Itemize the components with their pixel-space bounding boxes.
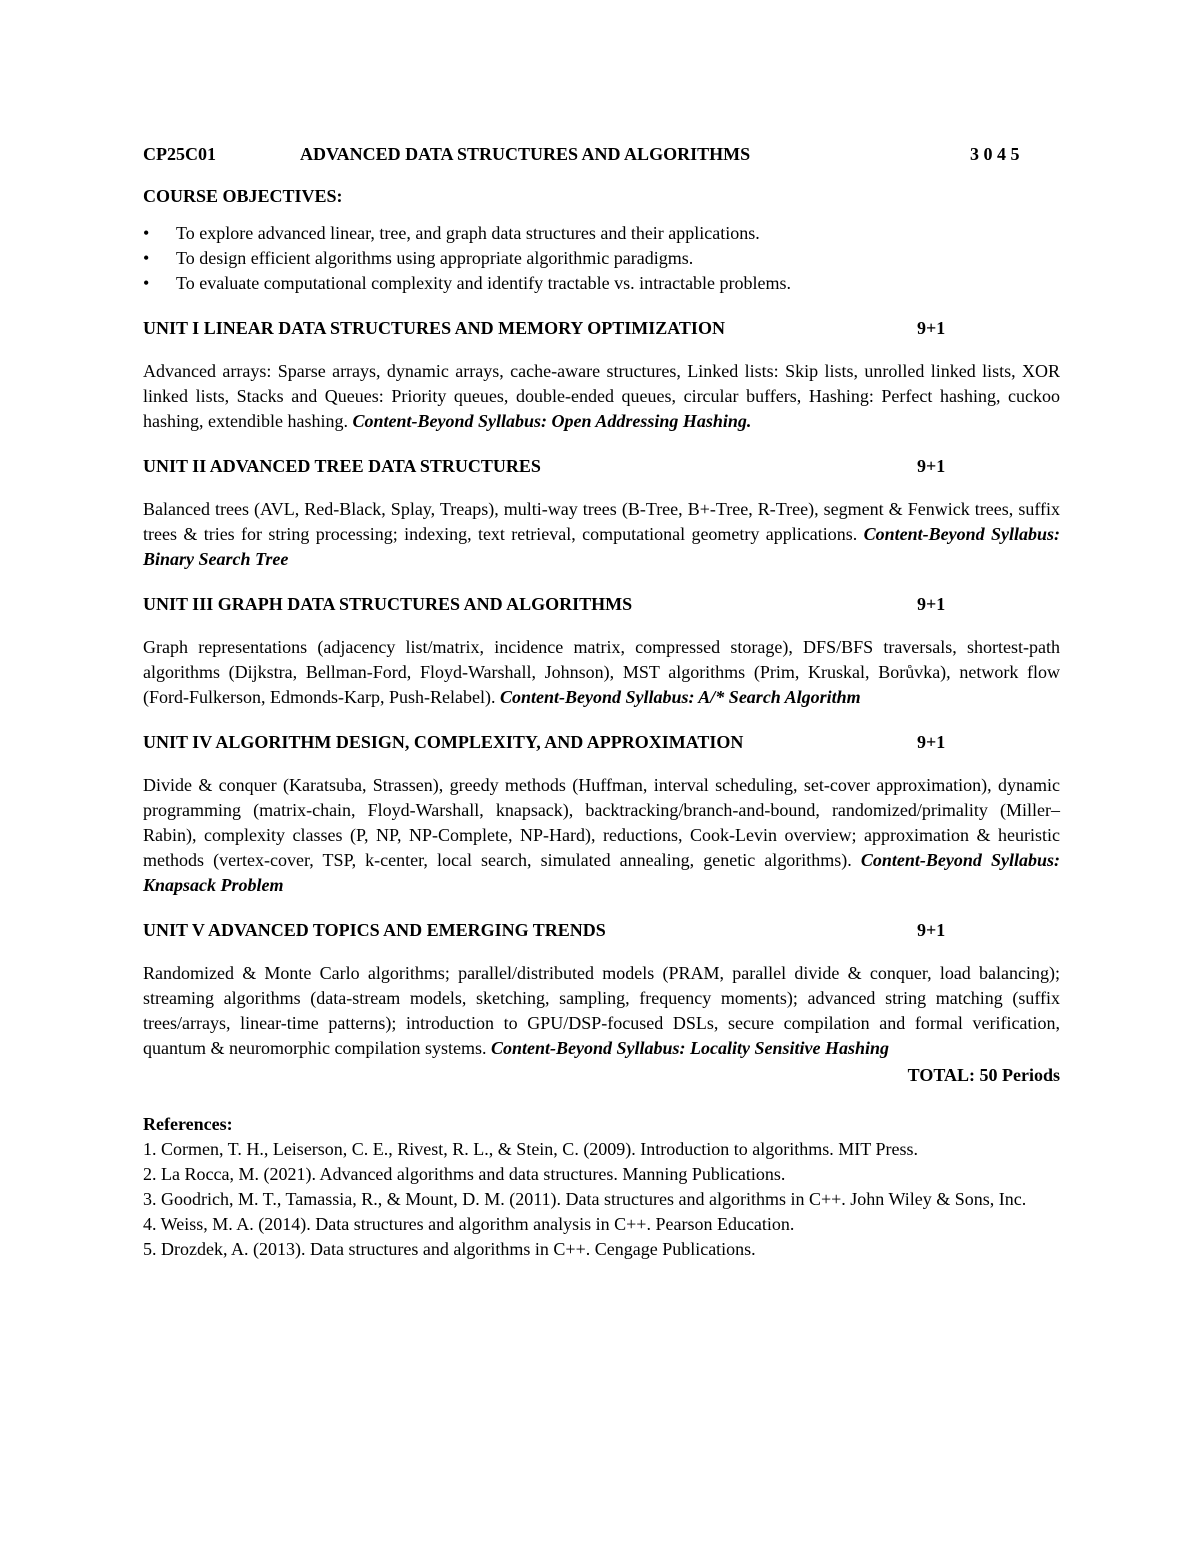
unit-1 <box>143 318 1060 434</box>
unit-title: UNIT III GRAPH DATA STRUCTURES AND ALGORITHMS <box>143 594 633 614</box>
unit-title: UNIT I LINEAR DATA STRUCTURES AND MEMORY OPTIMIZATION <box>143 318 725 338</box>
unit-title: UNIT IV ALGORITHM DESIGN, COMPLEXITY, AND APPROXIMATION <box>143 732 744 752</box>
unit-heading <box>143 594 1060 618</box>
unit-hours: 9+1 <box>917 456 946 476</box>
unit-hours: 9+1 <box>917 318 946 338</box>
unit-content: Divide & conquer (Karatsuba, Strassen), greedy methods (Huffman, interval scheduling, set-cover approximation), dynamic programming (matrix-chain, Floyd-Warshall, knapsack), backtracking/branch-and-bound, randomized/primality (Miller–Rabin), complexity classes (P, NP, NP-Complete, NP-Hard), reductions, Cook-Levin overview; approximation & heuristic methods (vertex-cover, TSP, k-center, local search, simulated annealing, genetic algorithms). <box>143 775 1060 870</box>
unit-4 <box>143 732 1060 898</box>
unit-content: Randomized & Monte Carlo algorithms; parallel/distributed models (PRAM, parallel divide & conquer, load balancing); streaming algorithms (data-stream models, sketching, sampling, frequency moments); advanced string matching (suffix trees/arrays, linear-time patterns); introduction to GPU/DSP-focused DSLs, secure compilation and formal verification, quantum & neuromorphic compilation systems. <box>143 963 1060 1058</box>
reference-item: 2. La Rocca, M. (2021). Advanced algorithms and data structures. Manning Publications. <box>143 1164 786 1184</box>
unit-3 <box>143 594 1060 710</box>
unit-body <box>143 497 1060 572</box>
course-credits: 3 0 4 5 <box>970 144 1020 164</box>
unit-title: UNIT II ADVANCED TREE DATA STRUCTURES <box>143 456 541 476</box>
unit-hours: 9+1 <box>917 732 946 752</box>
course-code: CP25C01 <box>143 144 216 164</box>
reference-item: 5. Drozdek, A. (2013). Data structures and algorithms in C++. Cengage Publications. <box>143 1239 756 1259</box>
objectives-heading: COURSE OBJECTIVES: <box>143 186 343 206</box>
syllabus-page <box>143 140 1060 1262</box>
unit-heading <box>143 920 1060 944</box>
objective-item: • To explore advanced linear, tree, and graph data structures and their applications. <box>143 221 1060 246</box>
reference-item: 3. Goodrich, M. T., Tamassia, R., & Mount, D. M. (2011). Data structures and algorithms in C++. John Wiley & Sons, Inc. <box>143 1189 1027 1209</box>
content-beyond: Content-Beyond Syllabus: Open Addressing Hashing. <box>352 411 752 431</box>
unit-heading <box>143 318 1060 342</box>
unit-title: UNIT V ADVANCED TOPICS AND EMERGING TRENDS <box>143 920 606 940</box>
references <box>143 1112 1060 1262</box>
unit-body <box>143 359 1060 434</box>
content-beyond: Content-Beyond Syllabus: Locality Sensitive Hashing <box>490 1038 889 1058</box>
unit-2 <box>143 456 1060 572</box>
unit-body <box>143 635 1060 710</box>
content-beyond: Content-Beyond Syllabus: A/* Search Algorithm <box>499 687 861 707</box>
objective-item: • To evaluate computational complexity and identify tractable vs. intractable problems. <box>143 271 1060 296</box>
unit-content: Advanced arrays: Sparse arrays, dynamic arrays, cache-aware structures, Linked lists: Skip lists, unrolled linked lists, XOR linked lists, Stacks and Queues: Priority queues, double-ended queues, circular buffers, Hashing: Perfect hashing, cuckoo hashing, extendible hashing. <box>143 361 1060 431</box>
objective-item: • To design efficient algorithms using appropriate algorithmic paradigms. <box>143 246 1060 271</box>
unit-body <box>143 961 1060 1061</box>
total-periods: TOTAL: 50 Periods <box>907 1065 1060 1085</box>
objectives-list <box>143 221 1060 296</box>
unit-5 <box>143 920 1060 1061</box>
unit-heading <box>143 456 1060 480</box>
content-beyond: Content-Beyond Syllabus: Binary Search Tree <box>143 524 1060 569</box>
references-heading: References: <box>143 1114 233 1134</box>
course-header <box>143 140 1060 168</box>
unit-hours: 9+1 <box>917 594 946 614</box>
reference-item: 4. Weiss, M. A. (2014). Data structures and algorithm analysis in C++. Pearson Education. <box>143 1214 795 1234</box>
reference-item: 1. Cormen, T. H., Leiserson, C. E., Rivest, R. L., & Stein, C. (2009). Introduction to algorithms. MIT Press. <box>143 1139 918 1159</box>
unit-body <box>143 773 1060 898</box>
course-title: ADVANCED DATA STRUCTURES AND ALGORITHMS <box>300 144 751 164</box>
unit-hours: 9+1 <box>917 920 946 940</box>
unit-content: Graph representations (adjacency list/matrix, incidence matrix, compressed storage), DFS/BFS traversals, shortest-path algorithms (Dijkstra, Bellman-Ford, Floyd-Warshall, Johnson), MST algorithms (Prim, Kruskal, Borůvka), network flow (Ford-Fulkerson, Edmonds-Karp, Push-Relabel). <box>143 637 1060 707</box>
content-beyond: Content-Beyond Syllabus: Knapsack Problem <box>143 850 1060 895</box>
unit-content: Balanced trees (AVL, Red-Black, Splay, Treaps), multi-way trees (B-Tree, B+-Tree, R-Tree), segment & Fenwick trees, suffix trees & tries for string processing; indexing, text retrieval, computational geometry applications. <box>143 499 1060 544</box>
unit-heading <box>143 732 1060 756</box>
